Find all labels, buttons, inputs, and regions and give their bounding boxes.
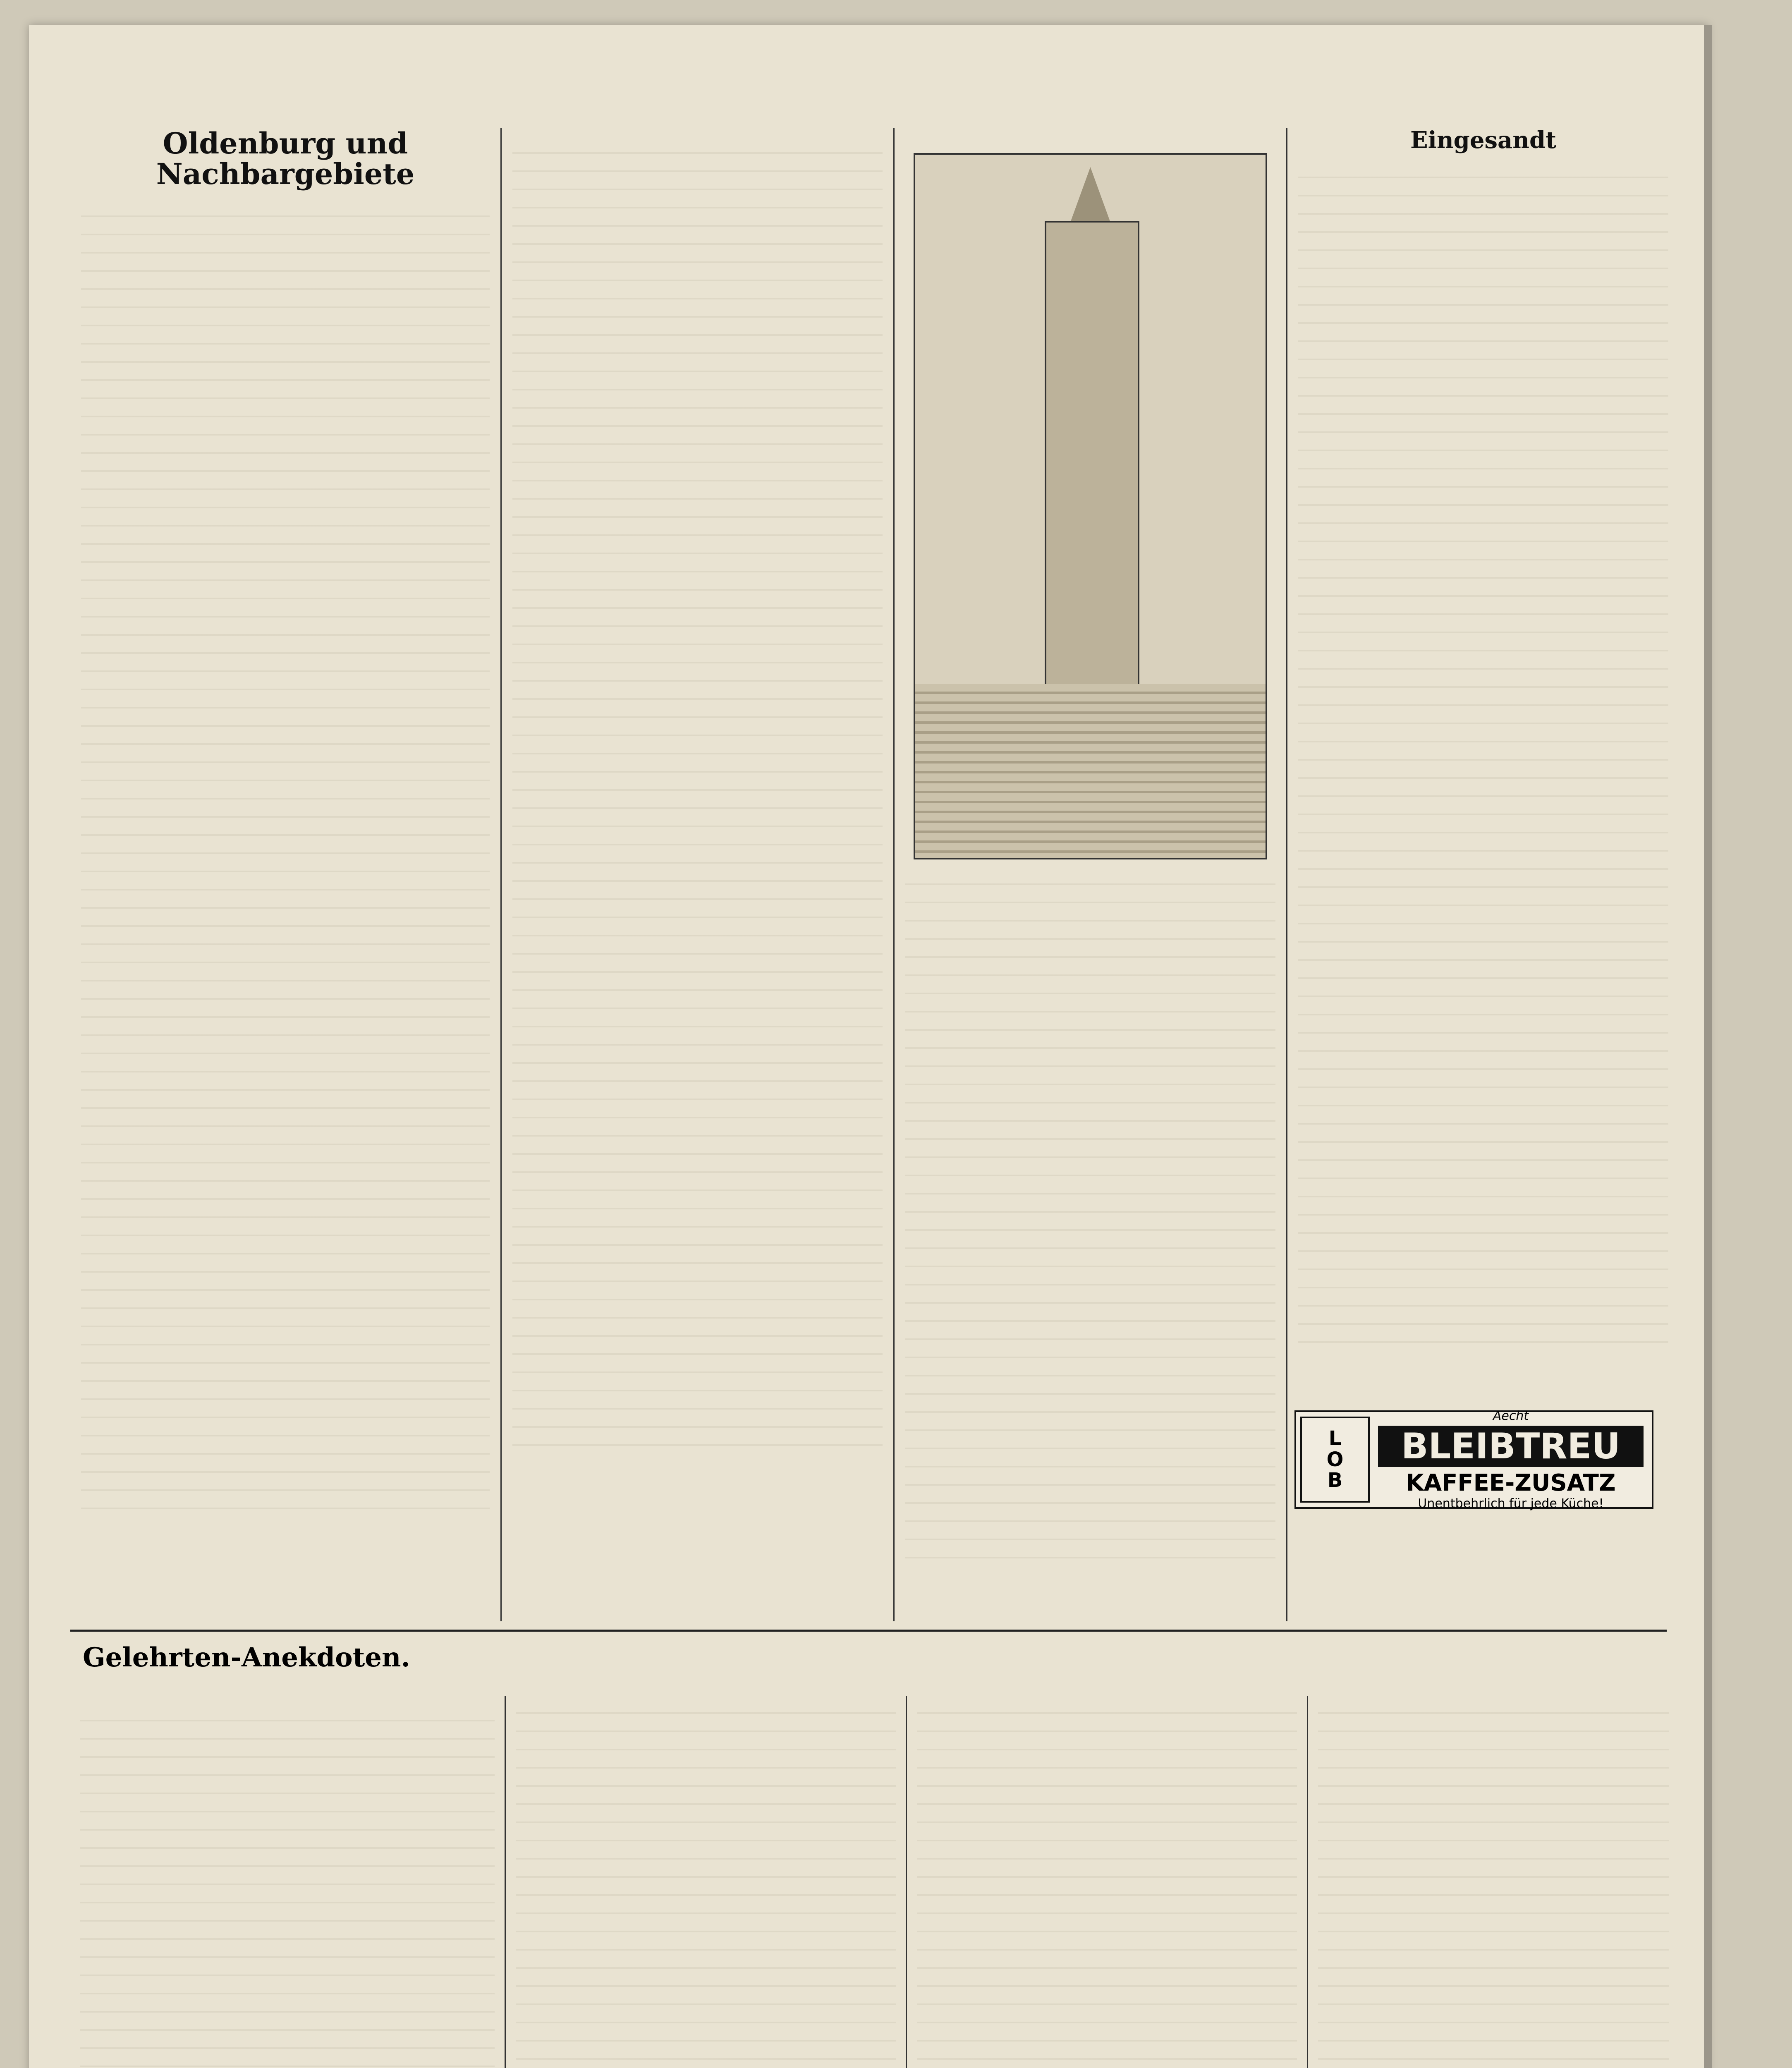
- ad-product: KAFFEE-ZUSATZ: [1406, 1469, 1616, 1496]
- column-4: [1286, 128, 1679, 1621]
- poem-text-block: [905, 867, 1275, 1570]
- column-3: [893, 128, 1286, 1621]
- bottom-column-3: [906, 1696, 1307, 2068]
- advertisement-bleibtreu: [1294, 1410, 1653, 1509]
- water: [915, 684, 1266, 858]
- ad-brand: BLEIBTREU: [1378, 1426, 1644, 1467]
- column-4-title: Eingesandt: [1410, 127, 1556, 154]
- bottom-column-4-text: [1318, 1696, 1669, 2068]
- ad-lob-logo: L O B: [1300, 1417, 1370, 1503]
- masthead-title: Oldenburg und Nachbargebiete: [156, 126, 415, 191]
- section-title: Gelehrten-Anekdoten.: [83, 1642, 410, 1673]
- ad-text: [1370, 1409, 1652, 1511]
- section-divider: [70, 1630, 1667, 1632]
- bottom-column-2: [505, 1696, 906, 2068]
- woodcut-illustration: [914, 153, 1267, 859]
- bottom-column-4: [1307, 1696, 1679, 2068]
- column-1-text-block: [81, 199, 490, 1522]
- binding-edge: [1704, 25, 1712, 2068]
- bottom-column-1-text: [80, 1703, 495, 2068]
- tower-spire: [1069, 167, 1112, 225]
- newspaper-page: [29, 25, 1708, 2068]
- column-4-text-block: [1298, 160, 1668, 1360]
- bottom-column-1: [70, 1696, 505, 2068]
- ad-aecht: Aecht: [1493, 1408, 1529, 1423]
- ad-claim: Unentbehrlich für jede Küche!: [1418, 1496, 1604, 1511]
- bottom-column-2-text: [516, 1696, 896, 2068]
- column-2-text-block: [512, 136, 883, 1459]
- column-2: [500, 128, 893, 1621]
- column-1: [70, 128, 500, 1621]
- bottom-column-3-text: [917, 1696, 1297, 2068]
- tower: [1045, 221, 1139, 712]
